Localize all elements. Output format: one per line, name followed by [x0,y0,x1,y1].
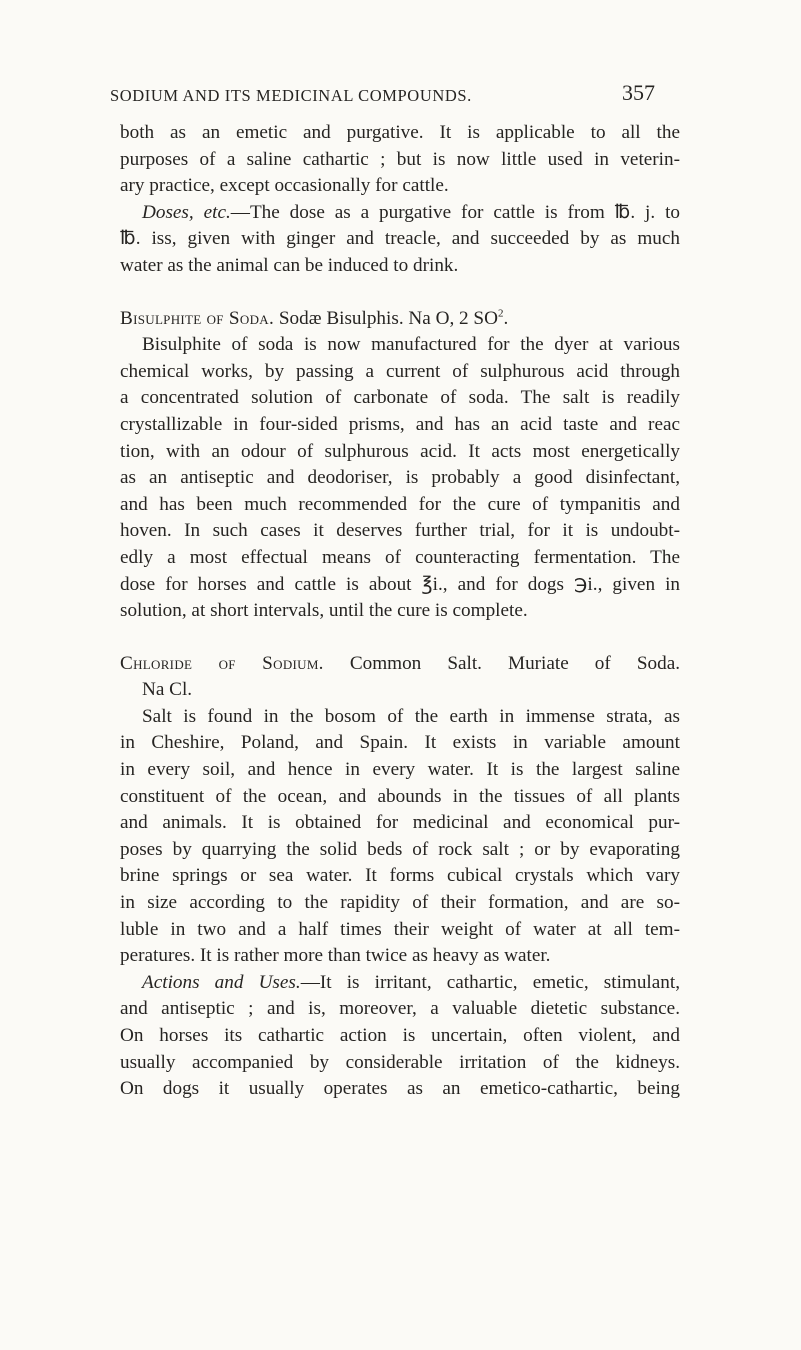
doses-text: —The dose as a purgative for cattle is from ℔. j. to [230,201,681,223]
text-line: Bisulphite of soda is now manufactured for the dyer at various [142,334,680,356]
chloride-synonyms: Common Salt. Muriate of Soda. [349,652,681,674]
actions-paragraph [120,996,680,1102]
actions-lead: Actions and Uses. [142,971,301,993]
text-line: both as an emetic and purgative. It is applicable to all the [120,122,680,143]
section-gap [120,625,680,651]
text-line: and has been much recommended for the cure of tympanitis and [120,493,680,515]
text-line: water as the animal can be induced to drink. [120,254,459,276]
doses-paragraph-start [120,200,680,227]
text-line: constituent of the ocean, and abounds in the tissues of all plants [120,785,680,807]
running-head: SODIUM AND ITS MEDICINAL COMPOUNDS. [110,86,472,105]
text-line: chemical works, by passing a current of sulphurous acid through [120,360,680,382]
doses-lead: Doses, etc. [142,201,231,223]
text-line: and antiseptic ; and is, moreover, a valuable dietetic substance. [120,998,680,1020]
text-line: poses by quarrying the solid beds of rock salt ; or by evaporating [120,838,680,860]
text-line: in size according to the rapidity of their formation, and are so- [120,892,680,914]
heading-period: . [503,307,509,329]
text-line: usually accompanied by considerable irritation of the kidneys. [120,1051,680,1073]
actions-paragraph-start [120,970,680,997]
bisulphite-title: Bisulphite of Soda. [120,307,275,329]
actions-text: —It is irritant, cathartic, emetic, stimulant, [300,971,680,993]
text-line: edly a most effectual means of counteracting fermentation. The [120,546,680,568]
text-line: On horses its cathartic action is uncertain, often violent, and [120,1025,680,1046]
text-line: brine springs or sea water. It forms cubical crystals which vary [120,865,680,887]
text-line: peratures. It is rather more than twice as heavy as water. [120,945,551,967]
text-line: solution, at short intervals, until the cure is complete. [120,600,528,622]
bisulphite-paragraph [120,332,680,625]
text-line: luble in two and a half times their weight of water at all tem- [120,918,680,940]
text-line: in every soil, and hence in every water. It is the largest saline [120,759,680,781]
bisulphite-heading [120,306,680,333]
text-line: in Cheshire, Poland, and Spain. It exists in variable amount [120,732,680,754]
text-line: as an antiseptic and deodoriser, is probably a good disinfectant, [120,467,680,489]
page-number: 357 [622,80,655,105]
text-line: ℔. iss, given with ginger and treacle, and succeeded by as much [120,228,680,250]
chloride-title: Chloride of Sodium. [120,652,324,674]
text-line: and animals. It is obtained for medicinal and economical pur- [120,812,680,834]
text-line: On dogs it usually operates as an emetico-cathartic, being [120,1078,680,1100]
body-text [120,120,680,1103]
text-line: Salt is found in the bosom of the earth in immense strata, as [142,705,680,727]
chloride-heading [120,651,680,678]
bisulphite-synonym: Sodæ Bisulphis. Na O, 2 SO [278,307,498,329]
text-line: ary practice, except occasionally for cattle. [120,175,449,197]
chloride-paragraph [120,704,680,970]
text-line: tion, with an odour of sulphurous acid. It acts most energetically [120,440,680,462]
text-line: purposes of a saline cathartic ; but is now little used in veterin- [120,148,680,170]
section-gap [120,280,680,306]
text-line: crystallizable in four-sided prisms, and has an acid taste and reac [120,413,680,435]
text-line: dose for horses and cattle is about ℥i., and for dogs ℈i., given in [120,573,680,595]
chloride-formula: Na Cl. [142,679,193,701]
formula-superscript: 2 [497,307,504,320]
text-line: hoven. In such cases it deserves further trial, for it is undoubt- [120,520,680,542]
text-line: a concentrated solution of carbonate of soda. The salt is readily [120,387,680,409]
